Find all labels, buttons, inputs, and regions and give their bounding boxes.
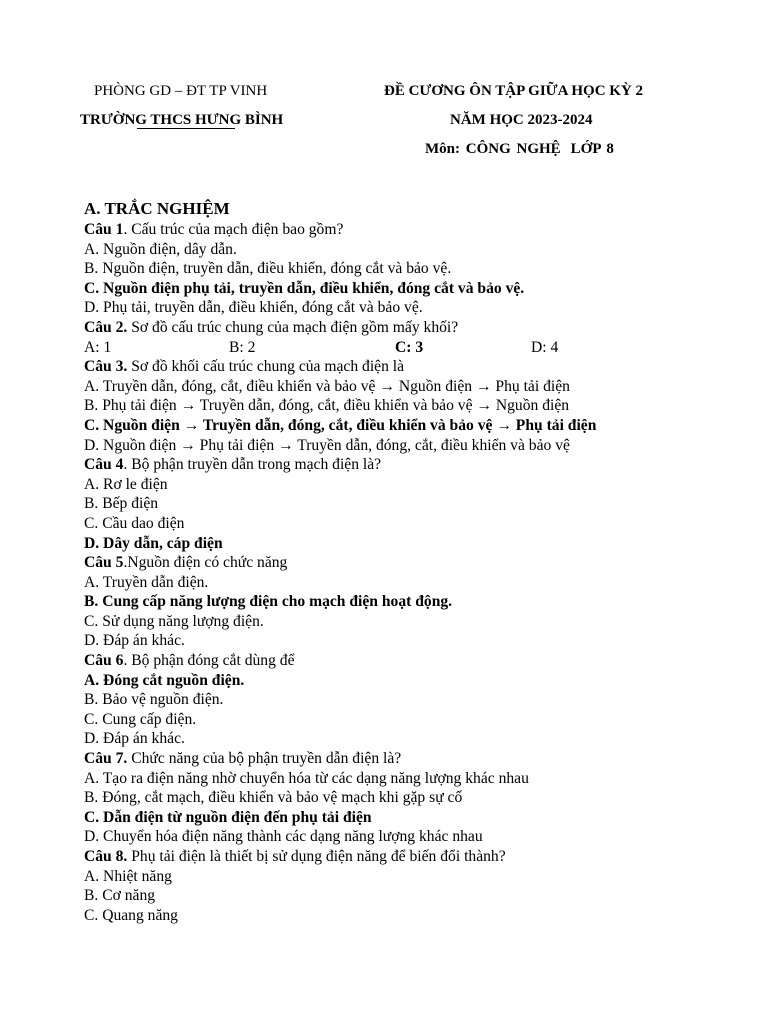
answer-option: B: 2: [229, 338, 256, 356]
question-number: Câu 1: [84, 221, 124, 238]
question-7: [84, 749, 704, 769]
answer-option: D. Đáp án khác.: [84, 730, 185, 748]
answer-option-correct: C. Nguồn điện → Truyền dẫn, đóng, cắt, điều khiển và bảo vệ → Phụ tải điện: [84, 416, 597, 434]
answer-option-correct: B. Cung cấp năng lượng điện cho mạch điện hoạt động.: [84, 593, 453, 611]
answer-options-row: [84, 338, 704, 358]
answer-option: C. Quang năng: [84, 906, 178, 924]
school-year: NĂM HỌC 2023-2024: [450, 112, 593, 128]
answer-option: D: 4: [531, 338, 559, 356]
question-5: [84, 553, 704, 573]
answer-option-correct: C. Dẫn điện từ nguồn điện đến phụ tải điện: [84, 808, 372, 826]
question-number: Câu 4: [84, 456, 124, 474]
question-text: Sơ đồ cấu trúc chung của mạch điện gồm mấy khối?: [127, 318, 459, 336]
question-text: Phụ tải điện là thiết bị sử dụng điện năng để biến đổi thành?: [127, 848, 506, 865]
answer-option: A. Nhiệt năng: [84, 867, 172, 885]
question-number: Câu 6: [84, 652, 124, 670]
answer-option: B. Đóng, cắt mạch, điều khiển và bảo vệ mạch khi gặp sự cố: [84, 789, 463, 807]
answer-option: B. Nguồn điện, truyền dẫn, điều khiển, đóng cắt và bảo vệ.: [84, 260, 452, 278]
answer-option: B. Cơ năng: [84, 887, 156, 905]
answer-option: D. Nguồn điện → Phụ tải điện → Truyền dẫn, đóng, cắt, điều khiển và bảo vệ: [84, 436, 570, 454]
question-number: Câu 3.: [84, 358, 128, 376]
answer-option: C. Sử dụng năng lượng điện.: [84, 612, 264, 630]
answer-option: B. Bếp điện: [84, 495, 159, 513]
question-3: [84, 357, 704, 377]
question-2: [84, 318, 704, 338]
answer-option: D. Phụ tải, truyền dẫn, điều khiển, đóng cắt và bảo vệ.: [84, 299, 423, 317]
question-list: [84, 198, 704, 925]
question-1: [84, 220, 704, 240]
question-text: . Bộ phận đóng cắt dùng để: [123, 652, 295, 670]
question-number: Câu 7.: [84, 750, 128, 768]
grade-label: LỚP 8: [570, 141, 614, 157]
question-text: . Cấu trúc của mạch điện bao gồm?: [123, 221, 344, 238]
school-name-underline: [137, 128, 235, 129]
document-title: ĐỀ CƯƠNG ÔN TẬP GIỮA HỌC KỲ 2: [384, 83, 644, 99]
answer-option: C. Cung cấp điện.: [84, 710, 197, 728]
answer-option: A. Rơ le điện: [84, 475, 168, 493]
question-4: [84, 455, 704, 475]
answer-option: A. Truyền dẫn điện.: [84, 573, 209, 591]
answer-option: A. Tạo ra điện năng nhờ chuyển hóa từ các dạng năng lượng khác nhau: [84, 769, 529, 787]
question-number: Câu 5: [84, 554, 124, 572]
answer-option-correct: C: 3: [395, 338, 424, 356]
answer-option: D. Đáp án khác.: [84, 632, 185, 650]
answer-option: D. Chuyển hóa điện năng thành các dạng năng lượng khác nhau: [84, 828, 483, 846]
answer-option-correct: D. Dây dẫn, cáp điện: [84, 534, 223, 552]
question-number: Câu 2.: [84, 318, 128, 336]
subject-label: Môn: CÔNG NGHỆ: [425, 141, 561, 157]
question-text: . Bộ phận truyền dẫn trong mạch điện là?: [123, 456, 382, 474]
section-title: A. TRẮC NGHIỆM: [84, 199, 230, 218]
question-text: Sơ đồ khối cấu trúc chung của mạch điện là: [127, 358, 405, 376]
answer-option-correct: A. Đóng cắt nguồn điện.: [84, 671, 245, 689]
answer-option: C. Cầu dao điện: [84, 514, 185, 532]
answer-option: A: 1: [84, 338, 112, 356]
question-8: [84, 847, 704, 867]
question-text: .Nguồn điện có chức năng: [123, 554, 288, 572]
answer-option-correct: C. Nguồn điện phụ tải, truyền dẫn, điều khiển, đóng cắt và bảo vệ.: [84, 279, 525, 297]
answer-option: B. Phụ tải điện → Truyền dẫn, đóng, cắt, điều khiển và bảo vệ → Nguồn điện: [84, 397, 570, 415]
question-number: Câu 8.: [84, 848, 128, 865]
school-name: TRƯỜNG THCS HƯNG BÌNH: [80, 112, 284, 128]
answer-option: A. Truyền dẫn, đóng, cắt, điều khiển và bảo vệ → Nguồn điện → Phụ tải điện: [84, 377, 570, 395]
question-6: [84, 651, 704, 671]
question-text: Chức năng của bộ phận truyền dẫn điện là?: [127, 750, 402, 768]
department-name: PHÒNG GD – ĐT TP VINH: [94, 83, 268, 99]
answer-option: B. Bảo vệ nguồn điện.: [84, 691, 224, 709]
answer-option: A. Nguồn điện, dây dẫn.: [84, 240, 237, 258]
subject-line: [425, 140, 614, 158]
